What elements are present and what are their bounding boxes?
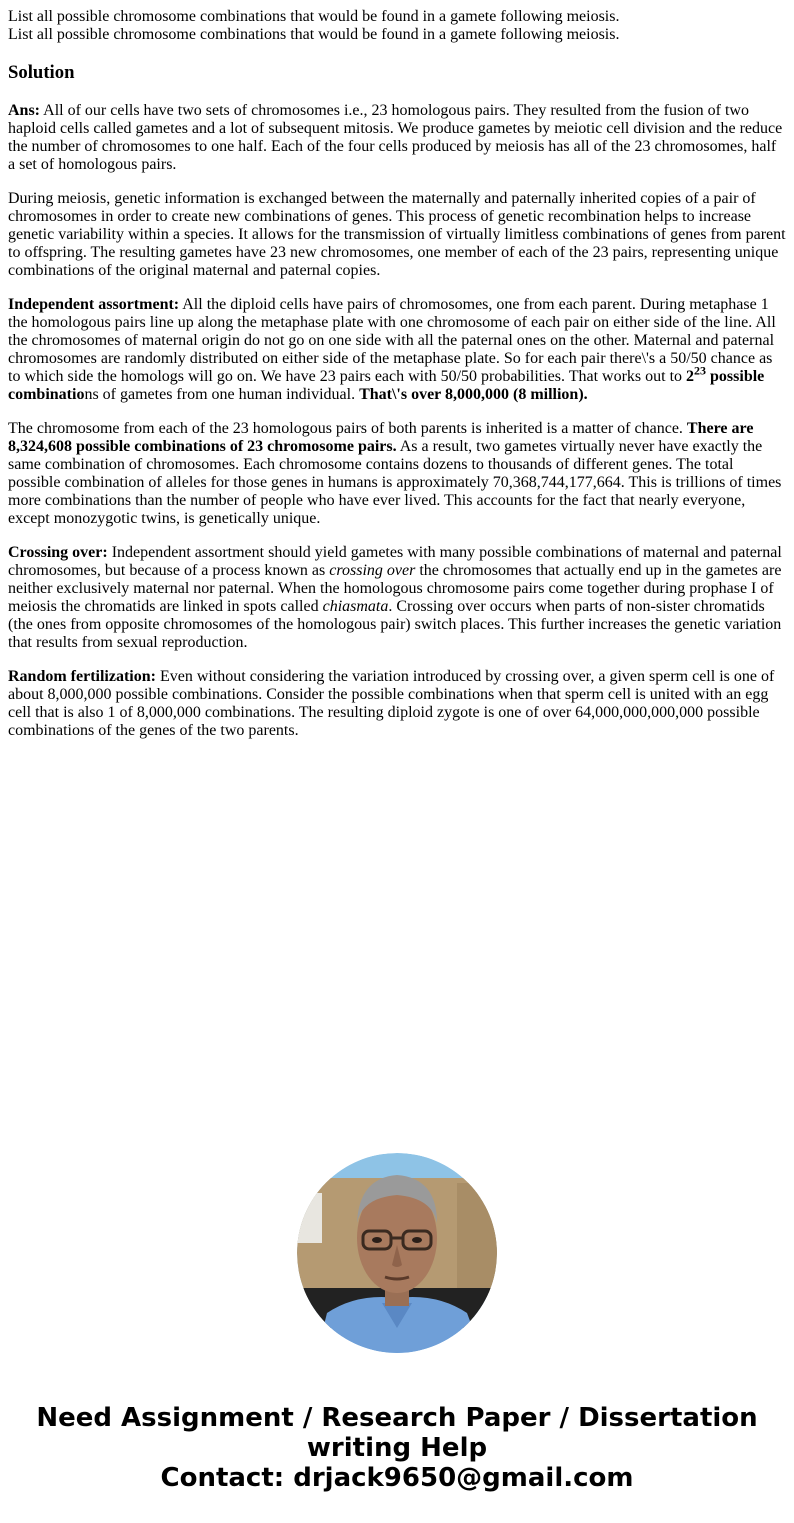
- question-text: [8, 8, 786, 44]
- chance-text-2: As a result, two gametes virtually never have exactly the same combination of chromosomes. Each chromosome contains dozens to thousands of different genes. The total possible combination of alleles for those genes in humans is approximately 70,368,744,177,664. This is trillions of times more combinations than the number of people who have ever lived. This accounts for the fact that nearly everyone, except monozygotic twins, is genetically unique.: [8, 438, 782, 527]
- formula-suffix: possible combinatio: [8, 368, 765, 403]
- solution-heading: Solution: [8, 62, 75, 83]
- answer-label: Ans:: [8, 102, 41, 119]
- chiasmata-term: chiasmata: [322, 598, 389, 615]
- combinations-highlight: There are 8,324,608 possible combinations of 23 chromosome pairs.: [8, 420, 754, 455]
- question-line-2: List all possible chromosome combinations that would be found in a gamete following meiosis.: [8, 26, 620, 43]
- crossing-over-text-2: the chromosomes that actually end up in the gametes are neither exclusively maternal nor paternal. When the homologous chromosome pairs come together during prophase I of meiosis the chromatids are linked in spots called: [8, 562, 782, 615]
- meiosis-text: During meiosis, genetic information is exchanged between the maternally and paternally inherited copies of a pair of chromosomes in order to create new combinations of genes. This process of genetic recombination helps to increase genetic variability within a species. It allows for the transmission of virtually limitless combinations of genes from parent to offspring. The resulting gametes have 23 new chromosomes, one member of each of the 23 pairs, representing unique combinations of the original maternal and paternal copies.: [8, 190, 786, 279]
- random-fertilization-paragraph: [8, 668, 786, 740]
- answer-paragraph: [8, 102, 786, 174]
- random-fertilization-label: Random fertilization:: [8, 668, 156, 685]
- crossing-over-paragraph: [8, 544, 786, 652]
- person-photo-icon: [297, 1153, 497, 1353]
- chance-paragraph: [8, 420, 786, 528]
- footer-line-2: writing Help: [306, 1433, 488, 1463]
- chance-text-1: The chromosome from each of the 23 homologous pairs of both parents is inherited is a matter of chance.: [8, 420, 687, 437]
- document-body: [0, 0, 794, 740]
- random-fertilization-text: Even without considering the variation introduced by crossing over, a given sperm cell is one of about 8,000,000 possible combinations. Consider the possible combinations when that sperm cell is united with an egg cell that is also 1 of 8,000,000 combinations. The resulting diploid zygote is one of over 64,000,000,000,000 possible combinations of the genes of the two parents.: [8, 668, 775, 739]
- formula-exponent: 23: [694, 363, 707, 378]
- meiosis-paragraph: [8, 190, 786, 280]
- crossing-over-text-1: Independent assortment should yield gametes with many possible combinations of maternal and paternal chromosomes, but because of a process known as: [8, 544, 782, 579]
- crossing-over-text-3: . Crossing over occurs when parts of non-sister chromatids (the ones from opposite chromosomes of the homologous pair) switch places. This further increases the genetic variation that results from sexual reproduction.: [8, 598, 782, 651]
- formula-base: 2: [686, 368, 695, 385]
- crossing-over-label: Crossing over:: [8, 544, 108, 561]
- contact-footer: [0, 1403, 794, 1493]
- question-line-1: List all possible chromosome combinations that would be found in a gamete following meiosis.: [8, 8, 620, 25]
- footer-contact-email: Contact: drjack9650@gmail.com: [160, 1463, 634, 1493]
- crossing-over-term: crossing over: [329, 562, 416, 579]
- independent-assortment-label: Independent assortment:: [8, 296, 180, 313]
- avatar: [297, 1153, 497, 1353]
- footer-line-1: Need Assignment / Research Paper / Dissertation: [36, 1403, 758, 1433]
- independent-assortment-paragraph: [8, 296, 786, 404]
- eight-million-highlight: That\'s over 8,000,000 (8 million).: [359, 386, 588, 403]
- independent-assortment-text-2: ns of gametes from one human individual.: [84, 386, 360, 403]
- answer-text: All of our cells have two sets of chromosomes i.e., 23 homologous pairs. They resulted from the fusion of two haploid cells called gametes and a lot of subsequent mitosis. We produce gametes by meiotic cell division and the reduce the number of chromosomes to one half. Each of the four cells produced by meiosis has all of the 23 chromosomes, half a set of homologous pairs.: [8, 102, 783, 173]
- independent-assortment-text: All the diploid cells have pairs of chromosomes, one from each parent. During metaphase 1 the homologous pairs line up along the metaphase plate with one chromosome of each pair on either side of the line. All the chromosomes of maternal origin do not go on one side with all the paternal ones on the other. Maternal and paternal chromosomes are randomly distributed on either side of the metaphase plate. So for each pair there\'s a 50/50 chance as to which side the homologs will go on. We have 23 pairs each with 50/50 probabilities. That works out to: [8, 296, 776, 385]
